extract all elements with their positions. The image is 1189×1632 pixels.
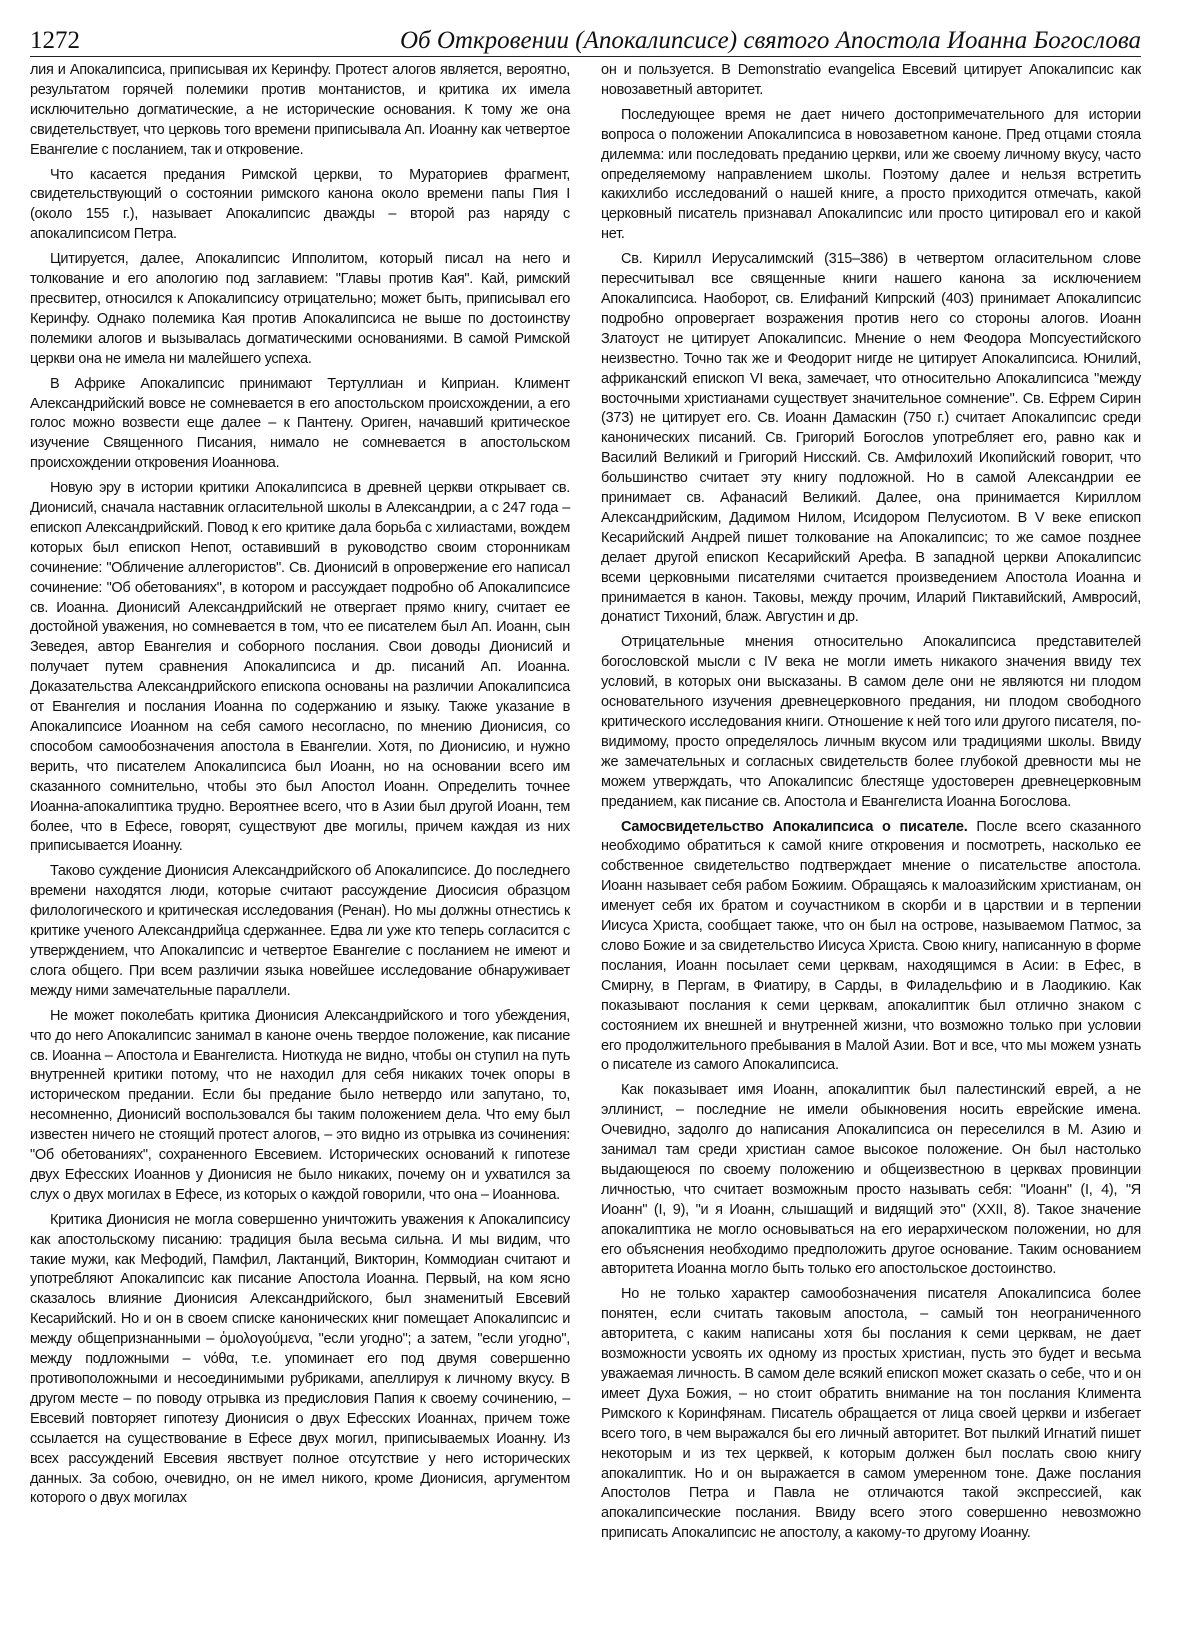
paragraph: Св. Кирилл Иерусалимский (315–386) в четвертом огласительном слове пересчитывал все священные книги нашего канона за исключением Апокалипсиса. Наоборот, св. Елифаний Кипрский (403) принимает Апокалипсис подробно опровергает возражения против него со стороны алогов. Иоанн Златоуст не цитирует Апокалипсис. Мнение о нем Феодора Мопсуестийского неизвестно. Точно так же и Феодорит нигде не цитирует Апокалипсиса. Юнилий, африканский епископ VI века, замечает, что относительно Апокалипсиса "между восточными христианами существует значительное сомнение". Св. Ефрем Сирин (373) не цитирует его. Св. Иоанн Дамаскин (750 г.) считает Апокалипсис среди канонических писаний. Св. Григорий Богослов употребляет его, равно как и Василий Великий и Григорий Нисский. Св. Амфилохий Икопийский говорит, что большинство считает эту книгу подложной. Но в самой Александрии ее принимает св. Афанасий Великий. Далее, она принимается Кириллом Александрийским, Дадимом Нилом, Исидором Пелусиотом. В V веке епископ Кесарийский Андрей пишет толкование на Апокалипсис; то же самое позднее делает другой епископ Кесарийский Арефа. В западной церкви Апокалипсис всеми церковными писателями считается произведением Апостола Иоанна и принимается в канон. Таковы, между прочим, Иларий Пиктавийский, Амвросий, донатист Тихоний, блаж. Августин и др. — [601, 251, 1141, 626]
paragraph: Что касается предания Римской церкви, то Мураториев фрагмент, свидетельствующий о состоянии римского канона около времени папы Пия I (около 155 г.), называет Апокалипсис дважды – второй раз наряду с апокалипсисом Петра. — [30, 166, 570, 243]
paragraph: Таково суждение Дионисия Александрийского об Апокалипсисе. До последнего времени находятся люди, которые считают рассуждение Диосисия образцом филологического и критическая исследования (Ренан). Но мы должны отнестись к критике ученого Александрийца сдержаннее. Едва ли уже кто теперь согласится с утверждением, что Апокалипсис и четвертое Евангелие с посланием не имеют и слога общего. При всем различии языка новейшее исследование обнаруживает между ними замечательные параллели. — [30, 863, 570, 999]
text-columns — [30, 61, 1141, 1544]
paragraph: Отрицательные мнения относительно Апокалипсиса представителей богословской мысли с IV века не могли иметь никакого значения ввиду тех условий, в которых они высказаны. В самом деле они не являются ни плодом основательного изучения древнецерковного предания, ни плодом свободного критического исследования книги. Отношение к ней того или другого писателя, по-видимому, просто определялось личным вкусом или традициями школы. Ввиду же замечательных и согласных свидетельств более глубокой древности мы не можем утверждать, что Апокалипсис блестяще удостоверен древнецерковным преданием, как писание св. Апостола и Евангелиста Иоанна Богослова. — [601, 634, 1141, 810]
right-column — [601, 61, 1141, 1544]
paragraph: Критика Дионисия не могла совершенно уничтожить уважения к Апокалипсису как апостольскому писанию: традиция была весьма сильна. И мы видим, что такие мужи, как Мефодий, Памфил, Лактанций, Викторин, Коммодиан считают и употребляют Апокалипсис как писание Апостола Иоанна. Первый, на ком ясно сказалось влияние Дионисия Александрийского, был знаменитый Евсевий Кесарийский. Но и он в своем списке канонических книг помещает Апокалипсис и между общепризнанными – ὁμολογούμενα, "если угодно"; а затем, "если угодно", между подложными – νόθα, т.е. упоминает его под двумя совершенно противоположными и несоединимыми рубриками, апеллируя к личному вкусу. В другом месте – по поводу отрывка из предисловия Папия к своему сочинению, – Евсевий повторяет гипотезу Дионисия о двух Ефесских Иоаннах, причем тоже ссылается на существование в Ефесе двух могил, приписываемых Иоанну. Из всех рассуждений Евсевия явствует полное отсутствие у него исторических данных. За собою, очевидно, он не имел никого, кроме Дионисия, аргументом которого о двух могилах — [30, 1211, 570, 1507]
section-heading: Самосвидетельство Апокалипсиса о писателе. — [621, 818, 968, 835]
paragraph: лия и Апокалипсиса, приписывая их Керинфу. Протест алогов является, вероятно, результатом горячей полемики против монтанистов, и критика их имела исключительно догматические, а не исторические основания. К тому же она свидетельствует, что церковь того времени приписывала Ап. Иоанну как четвертое Евангелие с посланием, так и откровение. — [30, 62, 570, 158]
section-paragraph — [601, 818, 1141, 1077]
paragraph: Новую эру в истории критики Апокалипсиса в древней церкви открывает св. Дионисий, сначала наставник огласительной школы в Александрии, а с 247 года – епископ Александрийский. Повод к его критике дала борьба с хилиастами, вождем которых был епископ Непот, оставивший в руководство своим сторонникам сочинение: "Обличение аллегористов". Св. Дионисий в опровержение его написал сочинение: "Об обетованиях", в котором и рассуждает подробно об Апокалипсисе св. Иоанна. Дионисий Александрийский не отвергает прямо книгу, считает ее достойной уважения, но сомневается в том, что ее писателем был Ап. Иоанн, сын Зеведея, автор Евангелия и соборного послания. Свои доводы Дионисий и получает путем сравнения Апокалипсиса и др. писаний Ап. Иоанна. Доказательства Александрийского епископа основаны на различии Апокалипсиса от Евангелия и послания Иоанна по содержанию и языку. Также указание в Апокалипсисе Иоанном на себя самого несогласно, по мнению Дионисия, со способом самообозначения апостола в Евангелии. Хотя, по Дионисию, и нужно верить, что писателем Апокалипсиса был Иоанн, но на основании всего им сказанного сомнительно, чтобы это был Апостол Иоанн. Определить точнее Иоанна-апокалиптика трудно. Вероятнее всего, что в Азии был другой Иоанн, тем более, что в Ефесе, говорят, существуют две могилы, причем каждая из них приписывается Иоанну. — [30, 480, 570, 855]
page-number: 1272 — [30, 27, 80, 54]
section-text: После всего сказанного необходимо обратиться к самой книге откровения и посмотреть, насколько ее собственное свидетельство подтверждает мнение о писательстве апостола. Иоанн называет себя рабом Божиим. Обращаясь к малоазийским христианам, он именует себя их братом и соучастником в скорби и в царствии и в терпении Иисуса Христа, сообщает также, что он был на острове, называемом Патмос, за слово Божие и за свидетельство Иисуса Христа. Свою книгу, написанную в форме послания, Иоанн посылает семи церквам, находящимся в Асии: в Ефес, в Смирну, в Пергам, в Фиатиру, в Сарды, в Филадельфию и в Лаодикию. Как показывают послания к семи церквам, апокалиптик был отлично знаком с состоянием их внешней и внутренней жизни, что возможно только при условии его продолжительного пребывания в Малой Азии. Вот и все, что мы можем узнать о писателе из самого Апокалипсиса. — [601, 818, 1141, 1074]
left-column — [30, 61, 570, 1544]
paragraph: Цитируется, далее, Апокалипсис Ипполитом, который писал на него и толкование и его апологию под заглавием: "Главы против Кая". Кай, римский пресвитер, относился к Апокалипсису отрицательно; может быть, приписывал его Керинфу. Однако полемика Кая против Апокалипсиса не выше по достоинству полемики алогов и вызывалась догматическими основаниями. В самой Римской церкви она не имела ни малейшего успеха. — [30, 251, 570, 367]
paragraph: Последующее время не дает ничего достопримечательного для истории вопроса о положении Апокалипсиса в новозаветном каноне. Пред отцами стояла дилемма: или последовать преданию церкви, или же своему личному вкусу, часто определяемому направлением школы. Поэтому далее и нельзя встретить какихлибо исследований о нашей книге, а просто приходится отмечать, какой церковный писатель признавал Апокалипсис или просто цитировал его и какой нет. — [601, 106, 1141, 243]
paragraph: В Африке Апокалипсис принимают Тертуллиан и Киприан. Климент Александрийский вовсе не сомневается в его апостольском происхождении, а его голос можно возвести еще далее – к Пантену. Ориген, начавший критическое изучение Священного Писания, нимало не сомневается в апостольском происхождении откровения Иоаннова. — [30, 375, 570, 472]
paragraph: Не может поколебать критика Дионисия Александрийского и того убеждения, что до него Апокалипсис занимал в каноне очень твердое положение, как писание св. Иоанна – Апостола и Евангелиста. Ниоткуда не видно, чтобы он ступил на путь внутренней критики потому, что не находил для себя никаких точек опоры в историческом предании. Если бы предание было нетвердо или запутано, то, несомненно, Дионисий воспользовался бы таким положением дела. Что ему был известен ничего не стоящий протест алогов, – это видно из отрывка из сочинения: "Об обетованиях", сохраненного Евсевием. Исторических оснований к гипотезе двух Ефесских Иоаннов у Дионисия не было никаких, почему он и ухватился за слух о двух могилах в Ефесе, из которых о каждой говорили, что она – Иоаннова. — [30, 1007, 570, 1203]
page-header — [30, 18, 1141, 57]
paragraph: Но не только характер самообозначения писателя Апокалипсиса более понятен, если считать таковым апостола, – самый тон неограниченного авторитета, с каким написаны хотя бы послания к семи церквам, не дает возможности усвоять их одному из простых христиан, пусть это будет и весьма уважаемая личность. В самом деле всякий епископ может сказать о себе, что и он имеет Духа Божия, – но стоит обратить внимание на тон послания Климента Римского к Коринфянам. Писатель обращается от лица своей церкви и избегает всего того, в чем выражался бы его личный авторитет. Вот пылкий Игнатий пишет некоторым и из тех церквей, к которым должен был послать свою книгу апокалиптик. Но и он выражается в самом умеренном тоне. Даже послания Апостолов Петра и Павла не отличаются такой экспрессией, как апокалипсические послания. Ввиду всего этого совершенно невозможно приписать Апокалипсис не апостолу, а какому-то другому Иоанну. — [601, 1286, 1141, 1542]
paragraph: он и пользуется. В Demonstratio evangelica Евсевий цитирует Апокалипсис как новозаветный авторитет. — [601, 62, 1141, 98]
running-title: Об Откровении (Апокалипсисе) святого Апостола Иоанна Богослова — [399, 27, 1141, 54]
paragraph: Как показывает имя Иоанн, апокалиптик был палестинский еврей, а не эллинист, – последние не имели обыкновения носить еврейские имена. Очевидно, задолго до написания Апокалипсиса он переселился в М. Азию и занимал там среди христиан самое высокое положение. Он был настолько выдающеюся по своему положению и общеизвестною в церквах провинции личностью, что считает возможным просто называть себя: "Иоанн" (I, 4), "Я Иоанн" (I, 9), "и я Иоанн, слышащий и видящий это" (XXII, 8). Такое значение апокалиптика не могло основываться на его иерархическом положении, но для его объяснения необходимо предположить другое основание. Таким основанием авторитета Иоанна могло быть только его апостольское достоинство. — [601, 1082, 1141, 1278]
